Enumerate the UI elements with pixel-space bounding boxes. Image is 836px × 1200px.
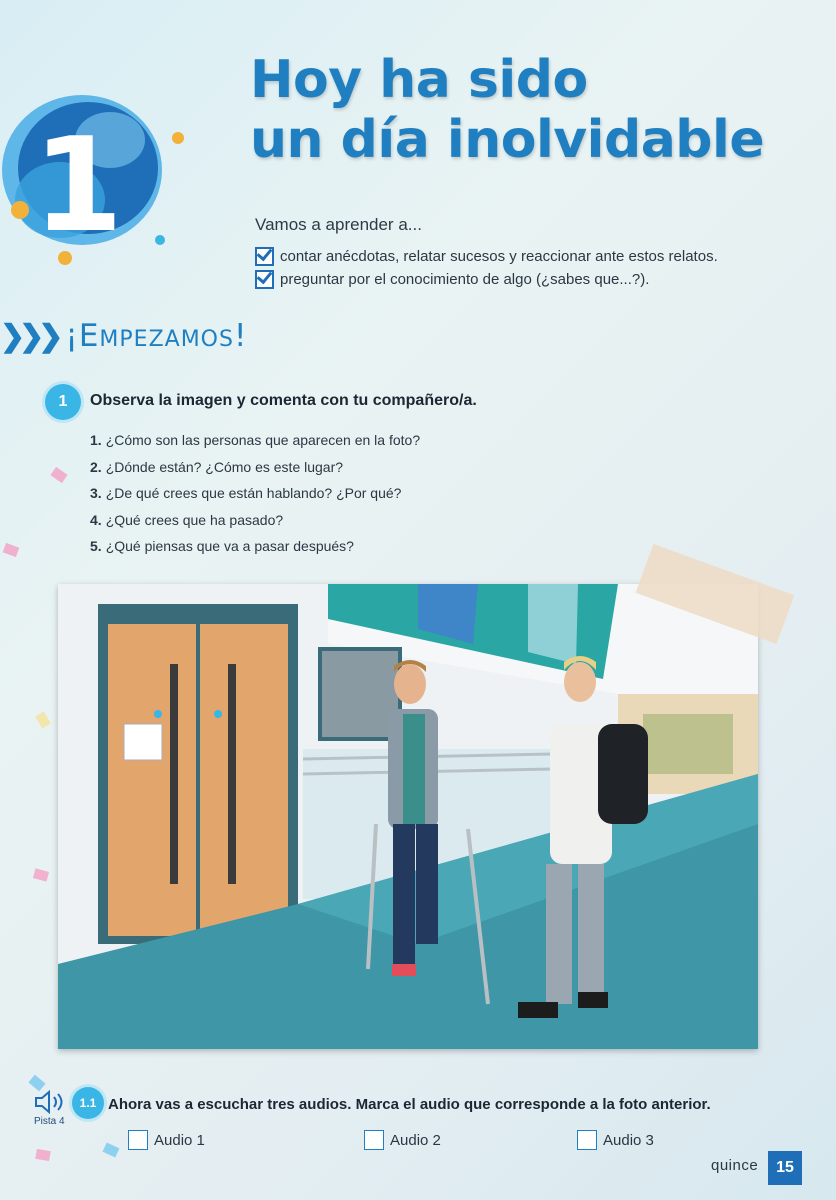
list-item: 2. ¿Dónde están? ¿Cómo es este lugar? <box>90 458 344 475</box>
unit-number-graphic <box>0 80 190 270</box>
checkbox-checked-icon <box>255 247 274 266</box>
page-number-word: quince <box>711 1157 759 1174</box>
audio-option-label: Audio 2 <box>390 1131 441 1149</box>
goals-intro: Vamos a aprender a... <box>255 215 422 234</box>
page-number: 15 <box>768 1151 802 1185</box>
goal-text: preguntar por el conocimiento de algo (¿sabes que...?). <box>280 271 650 288</box>
confetti-decoration <box>103 1143 120 1158</box>
exercise-instruction: Ahora vas a escuchar tres audios. Marca el audio que corresponde a la foto anterior. <box>108 1096 711 1113</box>
track-label: Pista 4 <box>34 1116 65 1127</box>
audio-option-2[interactable] <box>364 1130 441 1150</box>
list-item: 5. ¿Qué piensas que va a pasar después? <box>90 538 354 554</box>
list-item: 3. ¿De qué crees que están hablando? ¿Por qué? <box>90 485 402 501</box>
goal-item <box>255 247 775 266</box>
exercise-number-badge: 1.1 <box>72 1087 104 1119</box>
exercise-number-badge: 1 <box>45 384 81 420</box>
checkbox[interactable] <box>577 1130 597 1150</box>
chevron-arrows-icon: ❯❯❯ <box>0 319 58 353</box>
exercise-instruction: Observa la imagen y comenta con tu compañero/a. <box>90 392 477 409</box>
audio-option-label: Audio 3 <box>603 1131 654 1149</box>
confetti-decoration <box>50 467 67 483</box>
audio-option-1[interactable] <box>128 1130 205 1150</box>
confetti-decoration <box>35 711 51 728</box>
confetti-decoration <box>35 1149 51 1161</box>
confetti-decoration <box>3 543 20 557</box>
title-line-1: Hoy ha sido <box>250 50 588 110</box>
audio-option-3[interactable] <box>577 1130 654 1150</box>
checkbox[interactable] <box>128 1130 148 1150</box>
question-list <box>90 427 420 560</box>
confetti-decoration <box>28 1075 45 1092</box>
goal-item <box>255 270 775 289</box>
learning-goals <box>255 215 775 293</box>
checkbox-checked-icon <box>255 270 274 289</box>
goal-text: contar anécdotas, relatar sucesos y reaccionar ante estos relatos. <box>280 248 718 265</box>
hospital-corridor-photo <box>58 584 758 1049</box>
audio-option-label: Audio 1 <box>154 1131 205 1149</box>
list-item: 1. ¿Cómo son las personas que aparecen en la foto? <box>90 432 421 448</box>
section-title: ¡Empezamos! <box>65 318 248 354</box>
title-line-2: un día inolvidable <box>250 110 765 170</box>
section-header <box>0 318 247 354</box>
page-title <box>250 50 810 170</box>
list-item: 4. ¿Qué crees que ha pasado? <box>90 511 284 528</box>
confetti-decoration <box>33 868 49 881</box>
speaker-audio-icon[interactable] <box>34 1090 66 1114</box>
svg-text:1: 1 <box>32 109 124 261</box>
unit-badge <box>0 80 190 270</box>
checkbox[interactable] <box>364 1130 384 1150</box>
